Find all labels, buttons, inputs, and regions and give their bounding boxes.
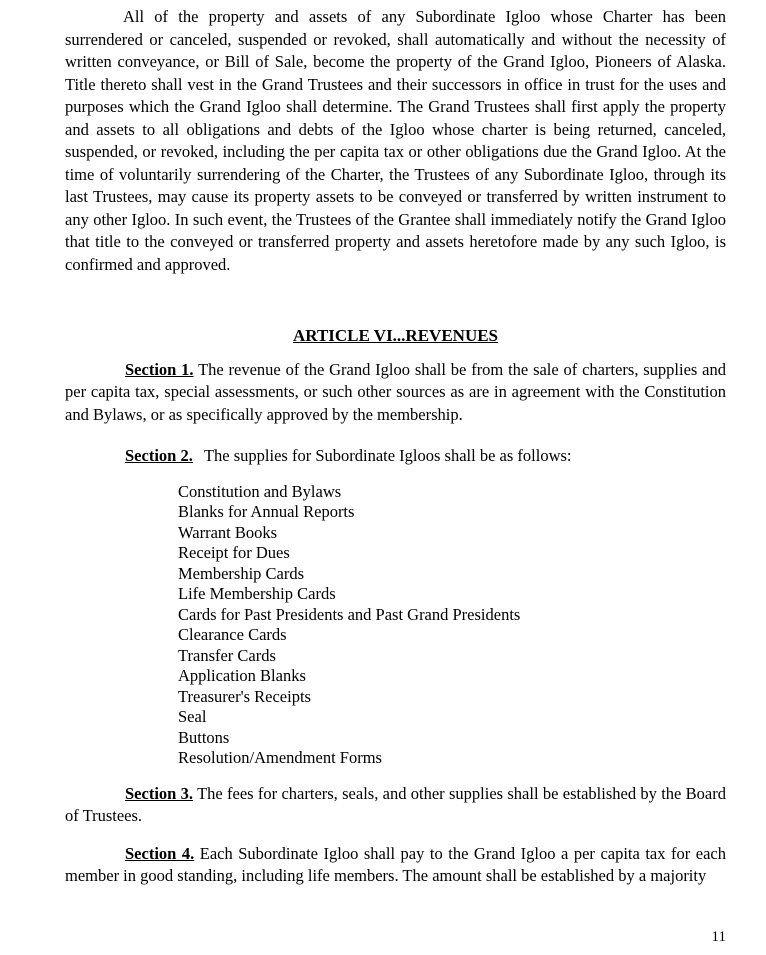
paragraph-property-assets: All of the property and assets of any Subordinate Igloo whose Charter has been surrendered or canceled, suspended or revoked, shall automatically and without the necessity of written conveyance, or Bill of Sale, become the property of the Grand Igloo, Pioneers of Alaska. Title thereto shall vest in the Grand Trustees and their successors in office in trust for the uses and purposes which the Grand Igloo shall determine. The Grand Trustees shall first apply the property and assets to all obligations and debts of the Igloo whose charter is being returned, canceled, suspended, or revoked, including the per capita tax or other obligations due the Grand Igloo. At the time of voluntarily surrendering of the Charter, the Trustees of any Subordinate Igloo, through its last Trustees, may cause its property assets to be conveyed or transferred by written instrument to any other Igloo. In such event, the Trustees of the Grantee shall immediately notify the Grand Igloo that title to the conveyed or transferred property and assets heretofore made by any such Igloo, is confirmed and approved. — [65, 7, 726, 274]
section-2-text: The supplies for Subordinate Igloos shall be as follows: — [203, 446, 572, 465]
page-number: 11 — [711, 929, 726, 945]
list-item: Clearance Cards — [178, 625, 287, 644]
list-item: Cards for Past Presidents and Past Grand Presidents — [178, 604, 521, 624]
list-item: Resolution/Amendment Forms — [178, 748, 382, 767]
list-item: Membership Cards — [178, 563, 305, 583]
list-item: Application Blanks — [178, 666, 306, 685]
list-item: Receipt for Dues — [178, 543, 290, 562]
list-item: Seal — [178, 707, 207, 726]
list-item: Buttons — [178, 727, 230, 747]
list-item: Transfer Cards — [178, 645, 276, 665]
article-heading-text: ARTICLE VI...REVENUES — [292, 326, 499, 345]
list-item: Life Membership Cards — [178, 584, 336, 603]
article-heading — [65, 325, 726, 348]
list-item: Constitution and Bylaws — [178, 481, 342, 501]
section-3-paragraph — [65, 783, 726, 828]
section-3-text: The fees for charters, seals, and other supplies shall be established by the Board of Trustees. — [65, 783, 727, 825]
section-1-paragraph — [65, 359, 726, 427]
section-1-label: Section 1. — [125, 359, 194, 379]
section-2-label: Section 2. — [125, 446, 193, 465]
list-item: Blanks for Annual Reports — [178, 502, 355, 521]
section-3-label: Section 3. — [125, 783, 194, 803]
section-4-text: Each Subordinate Igloo shall pay to the Grand Igloo a per capita tax for each member in good standing, including life members. The amount shall be established by a majority — [65, 843, 727, 885]
section-4-label: Section 4. — [125, 843, 195, 863]
section-4-paragraph — [65, 843, 726, 888]
supplies-list — [178, 482, 726, 769]
list-item: Treasurer's Receipts — [178, 686, 311, 706]
list-item: Warrant Books — [178, 522, 278, 542]
section-2-paragraph — [65, 445, 726, 468]
section-1-text: The revenue of the Grand Igloo shall be from the sale of charters, supplies and per capita tax, special assessments, or such other sources as are in agreement with the Constitution and Bylaws, or as specifically approved by the membership. — [65, 359, 726, 424]
